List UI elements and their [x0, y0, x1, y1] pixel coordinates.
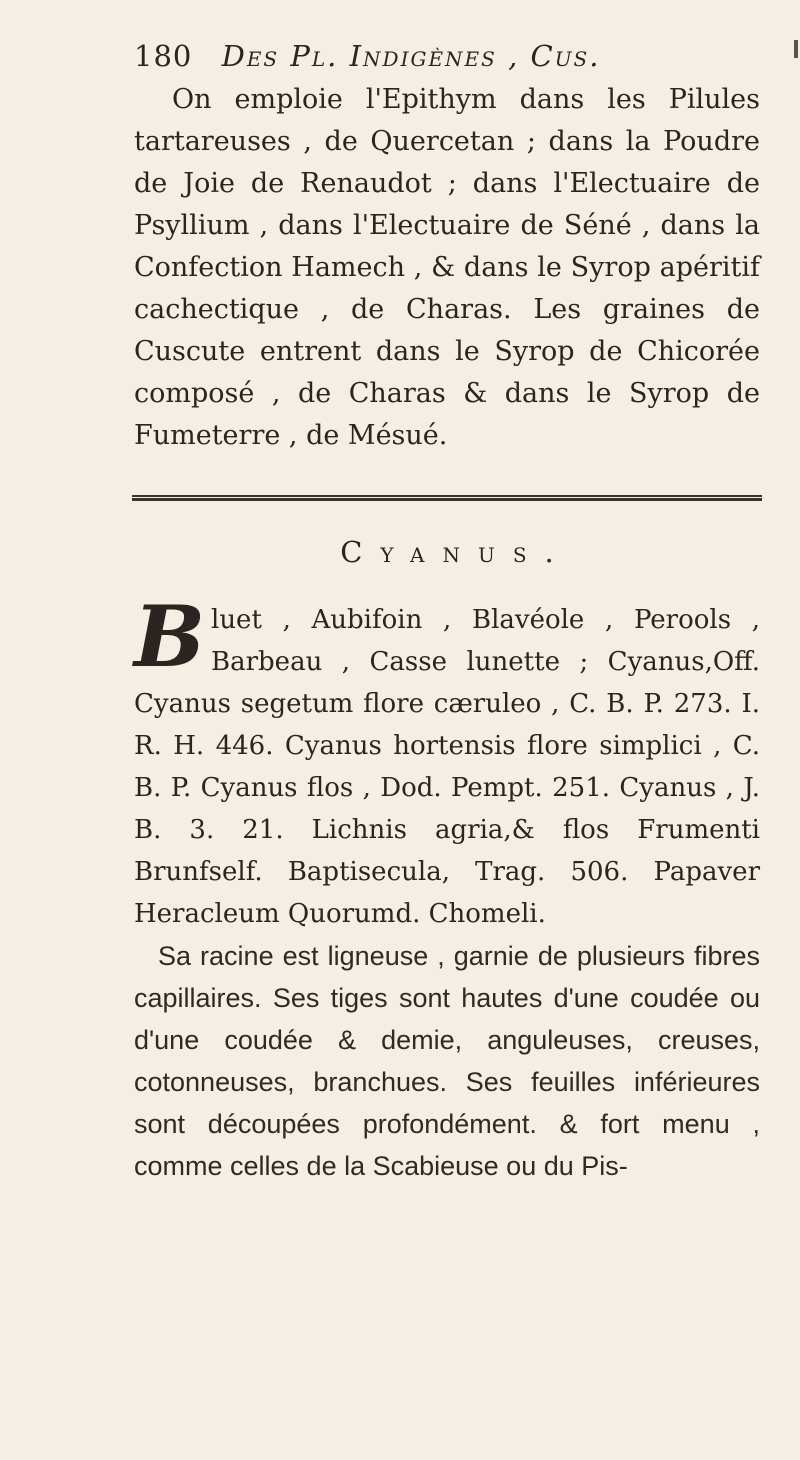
page-edge-mark	[794, 40, 798, 58]
intro-paragraph: On emploie l'Epithym dans les Pilules tartareuses , de Quercetan ; dans la Poudre de Joie de Renaudot ; dans l'Electuaire de Psyllium , dans l'Electuaire de Séné , dans la Confection Hamech , & dans le Syrop apéritif cachectique , de Charas. Les graines de Cuscute entrent dans le Syrop de Chicorée composé , de Charas & dans le Syrop de Fumeterre , de Mésué.	[134, 84, 760, 451]
drop-cap: B	[134, 587, 205, 686]
section-divider	[132, 495, 762, 501]
synonyms-text: luet , Aubifoin , Blavéole , Perools , Barbeau , Casse lunette ; Cyanus,Off. Cyanus segetum flore cæruleo , C. B. P. 273. I. R. H. 446. Cyanus hortensis flore simplici , C. B. P. Cyanus flos , Dod. Pempt. 251. Cyanus , J. B. 3. 21. Lichnis agria,& flos Frumenti Brunfself. Baptisecula, Trag. 506. Papaver Heracleum Quorumd. Chomeli.	[134, 605, 760, 929]
description-paragraph: Sa racine est ligneuse , garnie de plusieurs fibres capillaires. Ses tiges sont hautes d'une coudée ou d'une coudée & demie, anguleuses, creuses, cotonneuses, branchues. Ses feuilles inférieures sont découpées profondément. & fort menu , comme celles de la Scabieuse ou du Pis-	[134, 941, 760, 1181]
section-title: Cyanus.	[340, 535, 572, 569]
running-head	[134, 39, 760, 73]
page-number: 180	[134, 39, 193, 73]
synonyms-paragraph	[134, 587, 760, 935]
running-title: Des Pl. Indigènes , Cus.	[221, 39, 601, 73]
